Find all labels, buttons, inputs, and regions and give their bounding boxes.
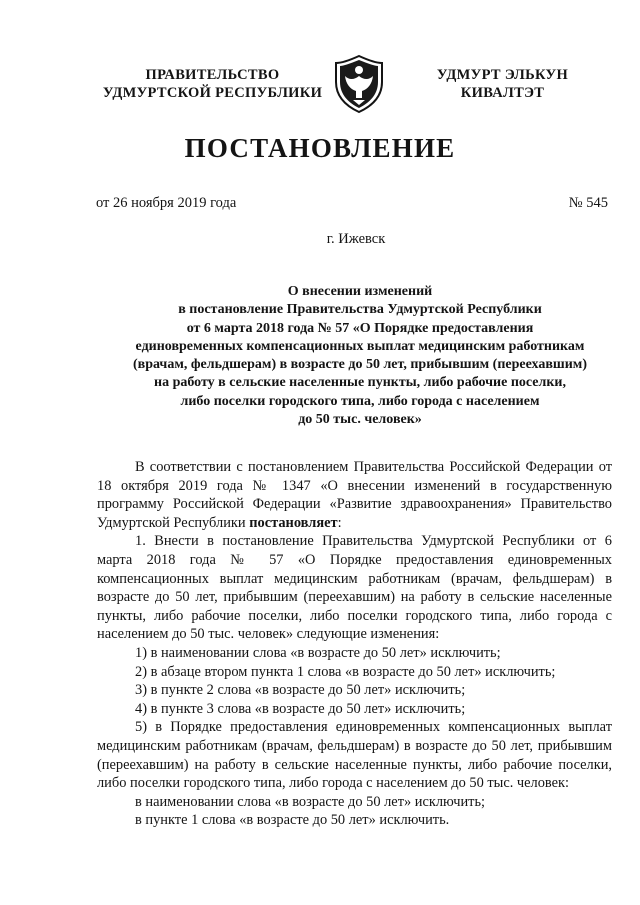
title-line-3: от 6 марта 2018 года № 57 «О Порядке предоставления: [186, 320, 534, 336]
intro-end: :: [337, 514, 342, 531]
subpoint-4: 4) в пункте 3 слова «в возрасте до 50 лет» исключить;: [135, 700, 466, 717]
title-line-5: (врачам, фельдшерам) в возрасте до 50 лет, прибывшим (переехавшим): [132, 357, 588, 373]
government-name-udmurt-line-2: КИВАЛТЭТ: [460, 85, 545, 101]
government-name-line-2: УДМУРТСКОЙ РЕСПУБЛИКИ: [102, 85, 323, 101]
government-name-udmurt: [410, 66, 595, 102]
title-line-1: О внесении изменений: [287, 284, 433, 299]
subpoint-5: 5) в Порядке предоставления единовременных компенсационных выплат медицинским работникам (врачам, фельдшерам) в возрасте до 50 лет, прибывшим (переехавшим) на работу в сельские населенные пункты, либо рабочие поселки, либо поселки городского типа, либо города с населением до 50 тыс. человек:: [97, 719, 612, 792]
intro-bold-keyword: постановляет: [249, 514, 338, 531]
title-line-7: либо поселки городского типа, либо города с населением: [180, 393, 540, 409]
subpoint-3: 3) в пункте 2 слова «в возрасте до 50 лет» исключить;: [135, 682, 466, 699]
government-name-line-1: ПРАВИТЕЛЬСТВО: [145, 67, 280, 83]
document-type-title: ПОСТАНОВЛЕНИЕ: [184, 133, 456, 163]
government-name-russian: [80, 66, 345, 102]
intro-paragraph: [97, 458, 612, 532]
document-body: [97, 458, 612, 830]
document-city: г. Ижевск: [326, 231, 386, 247]
subpoint-1: 1) в наименовании слова «в возрасте до 50 лет» исключить;: [135, 644, 501, 661]
title-line-8: до 50 тыс. человек»: [298, 412, 422, 428]
subpoint-5b: в пункте 1 слова «в возрасте до 50 лет» исключить.: [135, 812, 450, 829]
title-line-2: в постановление Правительства Удмуртской Республики: [178, 302, 542, 318]
title-line-6: на работу в сельские населенные пункты, либо рабочие поселки,: [154, 375, 566, 391]
subpoint-5a: в наименовании слова «в возрасте до 50 лет» исключить;: [135, 793, 486, 810]
subpoint-2: 2) в абзаце втором пункта 1 слова «в возрасте до 50 лет» исключить;: [135, 663, 556, 680]
government-name-udmurt-line-1: УДМУРТ ЭЛЬКУН: [436, 67, 569, 83]
intro-text: В соответствии с постановлением Правительства Российской Федерации от 18 октября 2019 года № 1347 «О внесении изменений в государственную программу Российской Федерации «Развитие здравоохранения» Правительство Удмуртской Республики: [97, 459, 612, 531]
document-number: № 545: [568, 195, 608, 211]
coat-of-arms-icon: [332, 54, 386, 114]
resolution-title: [95, 283, 625, 429]
document-date: от 26 ноября 2019 года: [96, 195, 237, 211]
title-line-4: единовременных компенсационных выплат медицинским работникам: [135, 338, 585, 354]
point-1-paragraph: 1. Внести в постановление Правительства Удмуртской Республики от 6 марта 2018 года № 57 «О Порядке предоставления единовременных компенсационных выплат медицинским работникам (врачам, фельдшерам) в возрасте до 50 лет, прибывшим (переехавшим) на работу в сельские населенные пункты, либо рабочие поселки, либо поселки городского типа, либо города с населением до 50 тыс. человек» следующие изменения:: [97, 533, 612, 643]
